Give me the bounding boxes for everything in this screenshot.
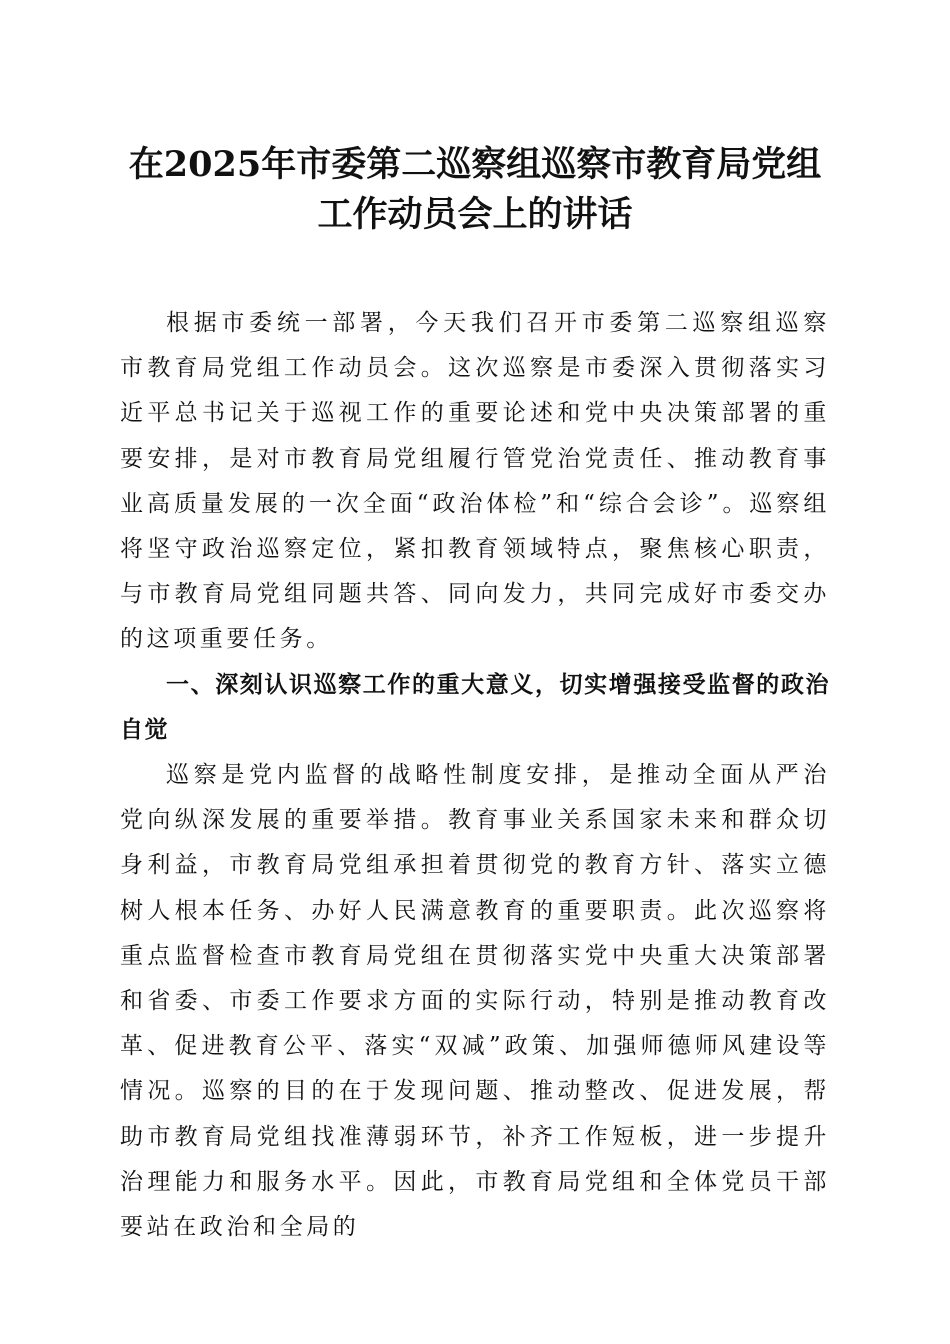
document-page	[120, 140, 830, 1250]
title-line-1: 在2025年市委第二巡察组巡察市教育局党组	[128, 144, 822, 185]
document-title	[120, 140, 830, 240]
section-heading-1: 一、深刻认识巡察工作的重大意义，切实增强接受监督的政治自觉	[120, 671, 830, 743]
intro-paragraph: 根据市委统一部署，今天我们召开市委第二巡察组巡察市教育局党组工作动员会。这次巡察是市委深入贯彻落实习近平总书记关于巡视工作的重要论述和党中央决策部署的重要安排，是对市教育局党组履行管党治党责任、推动教育事业高质量发展的一次全面“政治体检”和“综合会诊”。巡察组将坚守政治巡察定位，紧扣教育领域特点，聚焦核心职责，与市教育局党组同题共答、同向发力，共同完成好市委交办的这项重要任务。	[120, 310, 830, 653]
section-1-paragraph: 巡察是党内监督的战略性制度安排，是推动全面从严治党向纵深发展的重要举措。教育事业关系国家未来和群众切身利益，市教育局党组承担着贯彻党的教育方针、落实立德树人根本任务、办好人民满意教育的重要职责。此次巡察将重点监督检查市教育局党组在贯彻落实党中央重大决策部署和省委、市委工作要求方面的实际行动，特别是推动教育改革、促进教育公平、落实“双减”政策、加强师德师风建设等情况。巡察的目的在于发现问题、推动整改、促进发展，帮助市教育局党组找准薄弱环节，补齐工作短板，进一步提升治理能力和服务水平。因此，市教育局党组和全体党员干部要站在政治和全局的	[120, 762, 830, 1241]
title-line-2: 工作动员会上的讲话	[317, 194, 633, 235]
